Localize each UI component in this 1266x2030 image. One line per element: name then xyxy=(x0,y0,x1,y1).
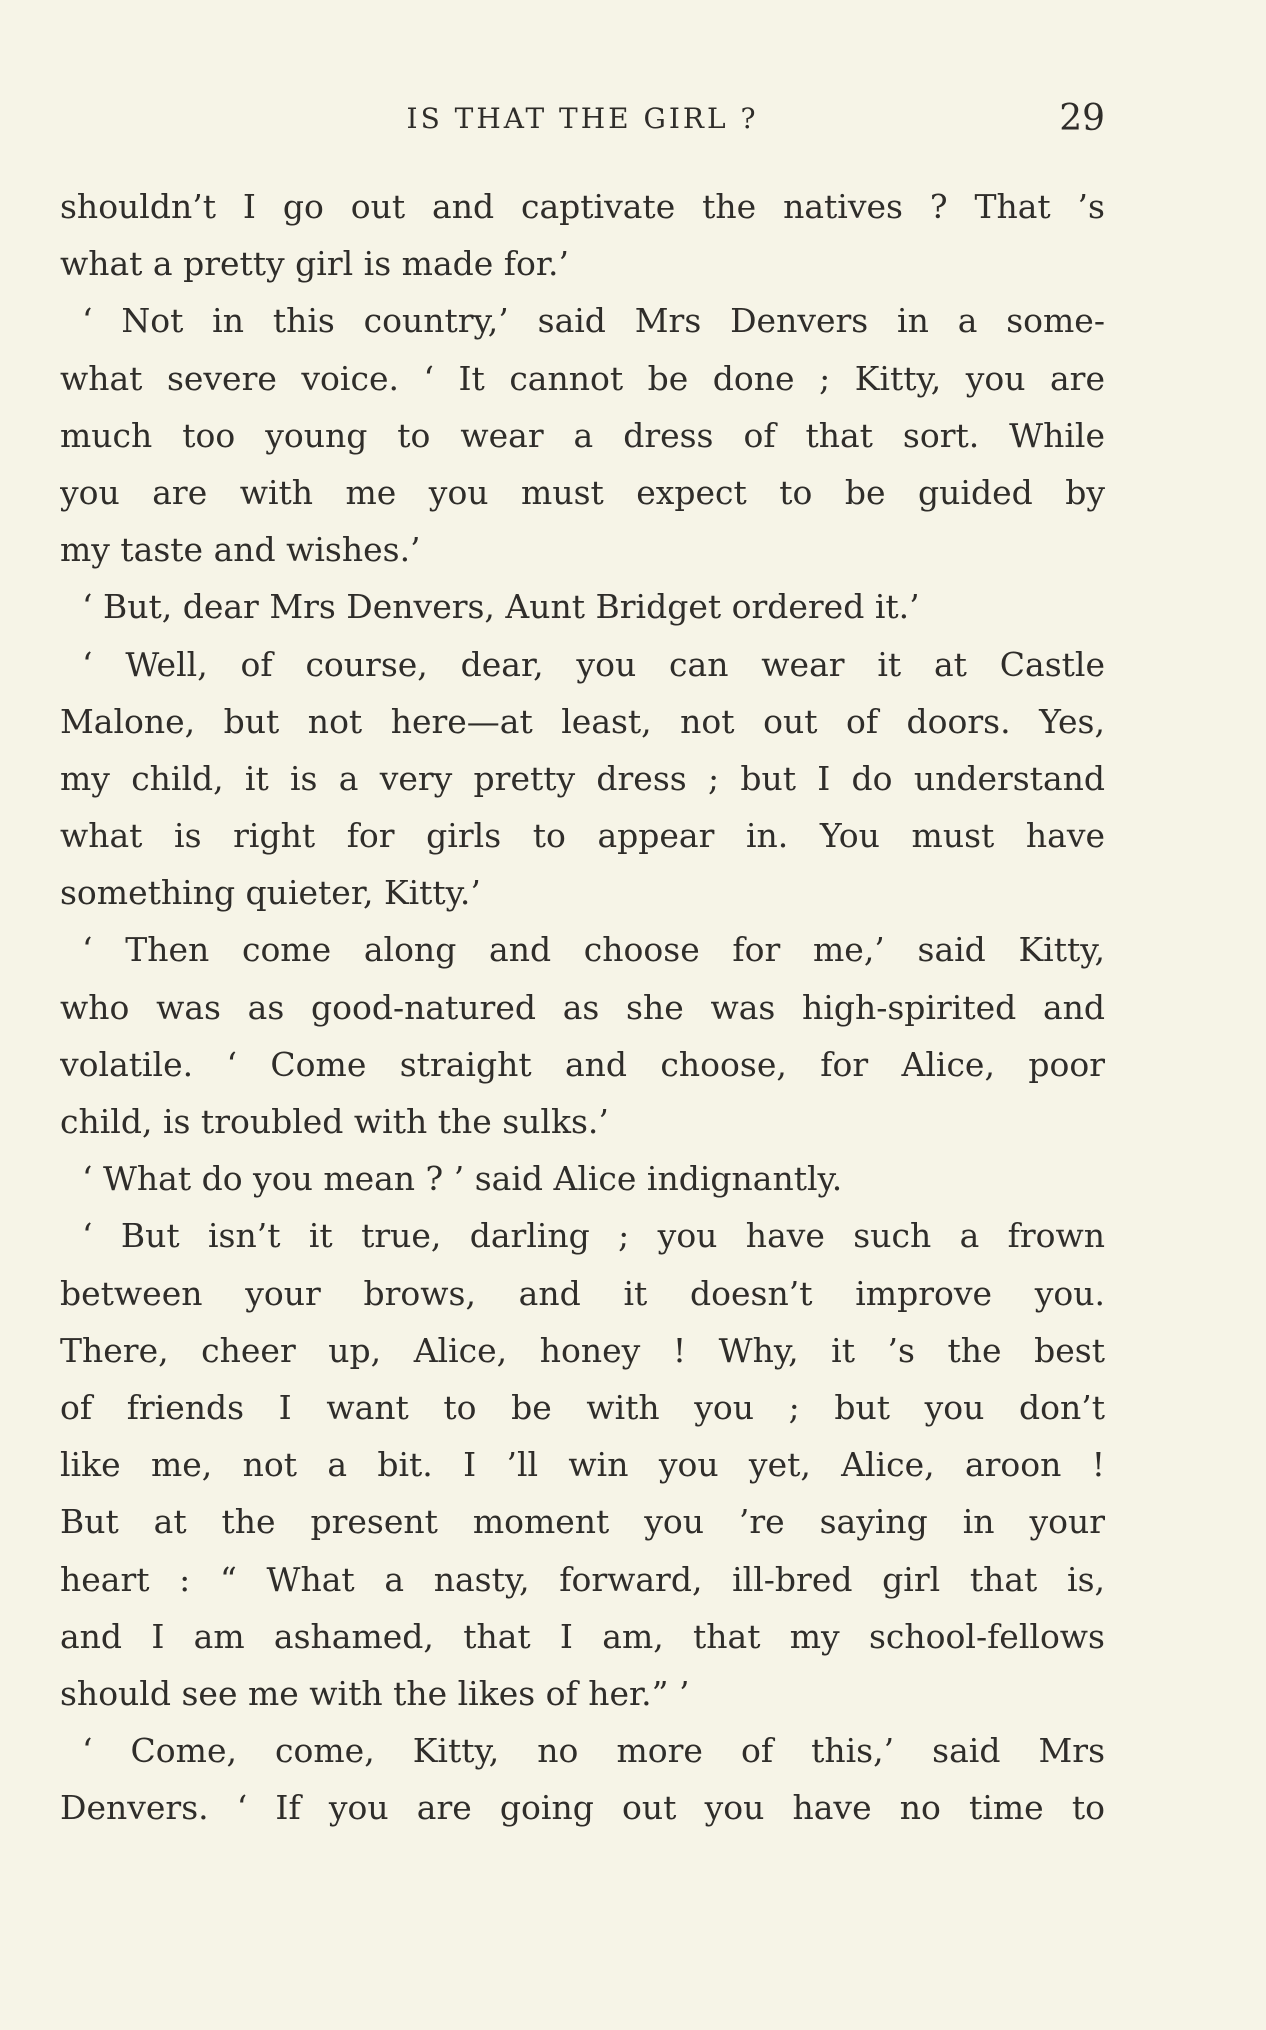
text-line: ‘ Then come along and choose for me,’ said Kitty, xyxy=(82,930,1105,970)
text-line: heart : “ What a nasty, forward, ill-bred girl that is, xyxy=(60,1559,1105,1599)
text-line: ‘ What do you mean ? ’ said Alice indignantly. xyxy=(82,1159,843,1199)
text-line: child, is troubled with the sulks.’ xyxy=(60,1102,609,1141)
text-line: Malone, but not here—at least, not out of doors. Yes, xyxy=(60,701,1105,741)
body-text xyxy=(60,178,1105,1836)
text-line: Denvers. ‘ If you are going out you have no time to xyxy=(60,1788,1105,1828)
text-line: ‘ Not in this country,’ said Mrs Denvers in a some- xyxy=(82,301,1105,341)
text-line: you are with me you must expect to be guided by xyxy=(60,472,1105,512)
text-line: something quieter, Kitty.’ xyxy=(60,873,481,913)
text-line: what severe voice. ‘ It cannot be done ; Kitty, you are xyxy=(60,358,1105,398)
text-line: shouldn’t I go out and captivate the natives ? That ’s xyxy=(60,187,1105,226)
text-line: But at the present moment you ’re saying in your xyxy=(60,1502,1105,1542)
running-title: IS THAT THE GIRL ? xyxy=(406,102,759,135)
text-line: like me, not a bit. I ’ll win you yet, Alice, aroon ! xyxy=(60,1445,1105,1485)
page-number: 29 xyxy=(1059,98,1105,139)
text-line: who was as good-natured as she was high-spirited and xyxy=(60,987,1105,1027)
text-line: There, cheer up, Alice, honey ! Why, it ’s the best xyxy=(60,1330,1105,1370)
text-line: ‘ Come, come, Kitty, no more of this,’ said Mrs xyxy=(82,1731,1105,1771)
text-line: ‘ Well, of course, dear, you can wear it at Castle xyxy=(82,644,1105,684)
text-line: of friends I want to be with you ; but you don’t xyxy=(60,1387,1105,1427)
text-line: what is right for girls to appear in. You must have xyxy=(60,816,1105,856)
text-line: my child, it is a very pretty dress ; but I do understand xyxy=(60,758,1105,798)
running-head xyxy=(60,98,1105,146)
text-line: between your brows, and it doesn’t improve you. xyxy=(60,1273,1105,1313)
text-line: volatile. ‘ Come straight and choose, for Alice, poor xyxy=(60,1044,1105,1084)
text-line: should see me with the likes of her.” ’ xyxy=(60,1673,690,1713)
text-line: much too young to wear a dress of that sort. While xyxy=(60,415,1105,455)
text-line: ‘ But isn’t it true, darling ; you have such a frown xyxy=(82,1216,1105,1256)
text-line: my taste and wishes.’ xyxy=(60,530,421,570)
text-line: ‘ But, dear Mrs Denvers, Aunt Bridget ordered it.’ xyxy=(82,587,920,627)
text-line: and I am ashamed, that I am, that my school-fellows xyxy=(60,1616,1105,1656)
text-line: what a pretty girl is made for.’ xyxy=(60,244,569,284)
